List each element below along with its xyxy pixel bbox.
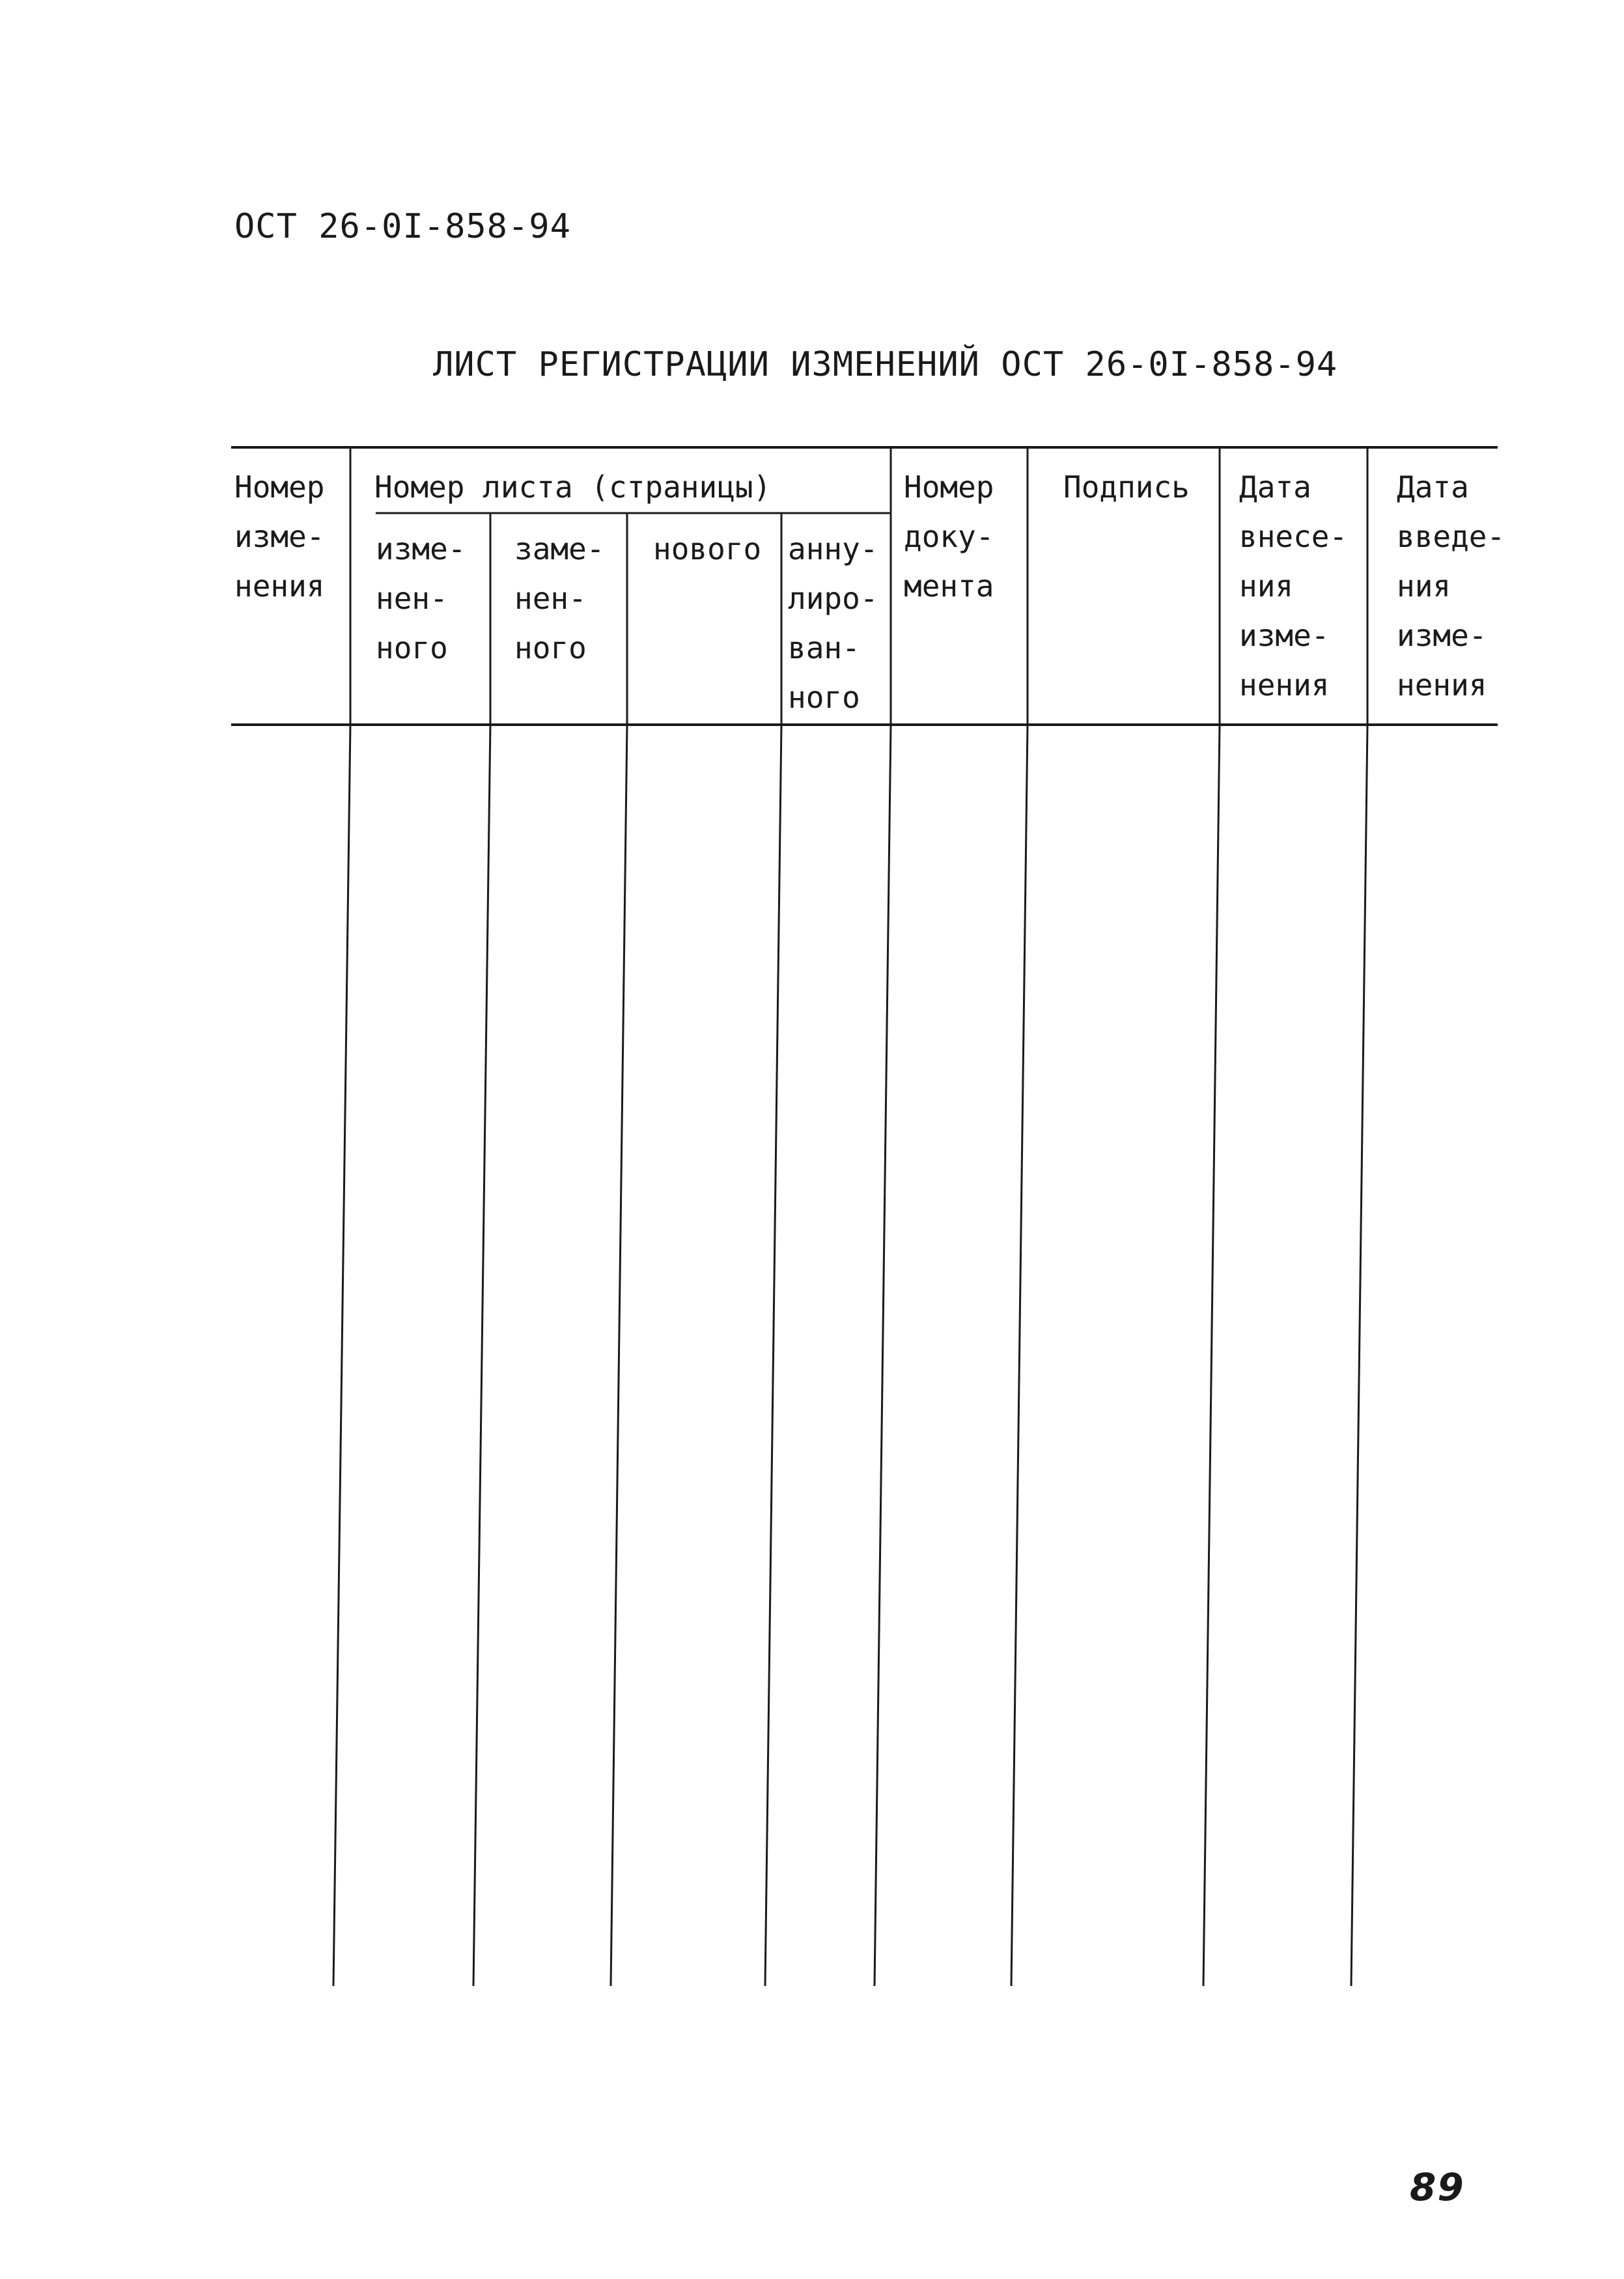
column-divider xyxy=(333,725,350,1986)
header-signature: Подпись xyxy=(1063,469,1190,505)
header-sheet-number: Номер листа (страницы) xyxy=(374,469,772,505)
header-new-sheet: нового xyxy=(653,531,762,566)
column-divider xyxy=(1011,725,1028,1986)
header-changed-sheet: изме- нен- ного xyxy=(376,531,466,665)
page-number: 89 xyxy=(1410,2165,1465,2209)
sheet-title: ЛИСТ РЕГИСТРАЦИИ ИЗМЕНЕНИЙ ОСТ 26-0I-858-94 xyxy=(433,345,1338,384)
column-divider xyxy=(1203,725,1220,1986)
column-divider xyxy=(611,725,627,1986)
change-registration-table xyxy=(231,446,1505,1989)
header-date-of-entry: Дата внесе- ния изме- нения xyxy=(1239,469,1348,703)
header-document-number: Номер доку- мента xyxy=(904,469,994,604)
column-divider xyxy=(473,725,490,1986)
column-divider xyxy=(875,725,891,1986)
header-annulled-sheet: анну- лиро- ван- ного xyxy=(788,531,878,715)
header-date-of-introduction: Дата введе- ния изме- нения xyxy=(1397,469,1505,703)
header-replaced-sheet: заме- нен- ного xyxy=(514,531,605,665)
column-divider xyxy=(1351,725,1367,1986)
document-code: ОСТ 26-0I-858-94 xyxy=(234,207,571,246)
column-divider xyxy=(765,725,781,1986)
header-change-number: Номер изме- нения xyxy=(234,469,325,604)
